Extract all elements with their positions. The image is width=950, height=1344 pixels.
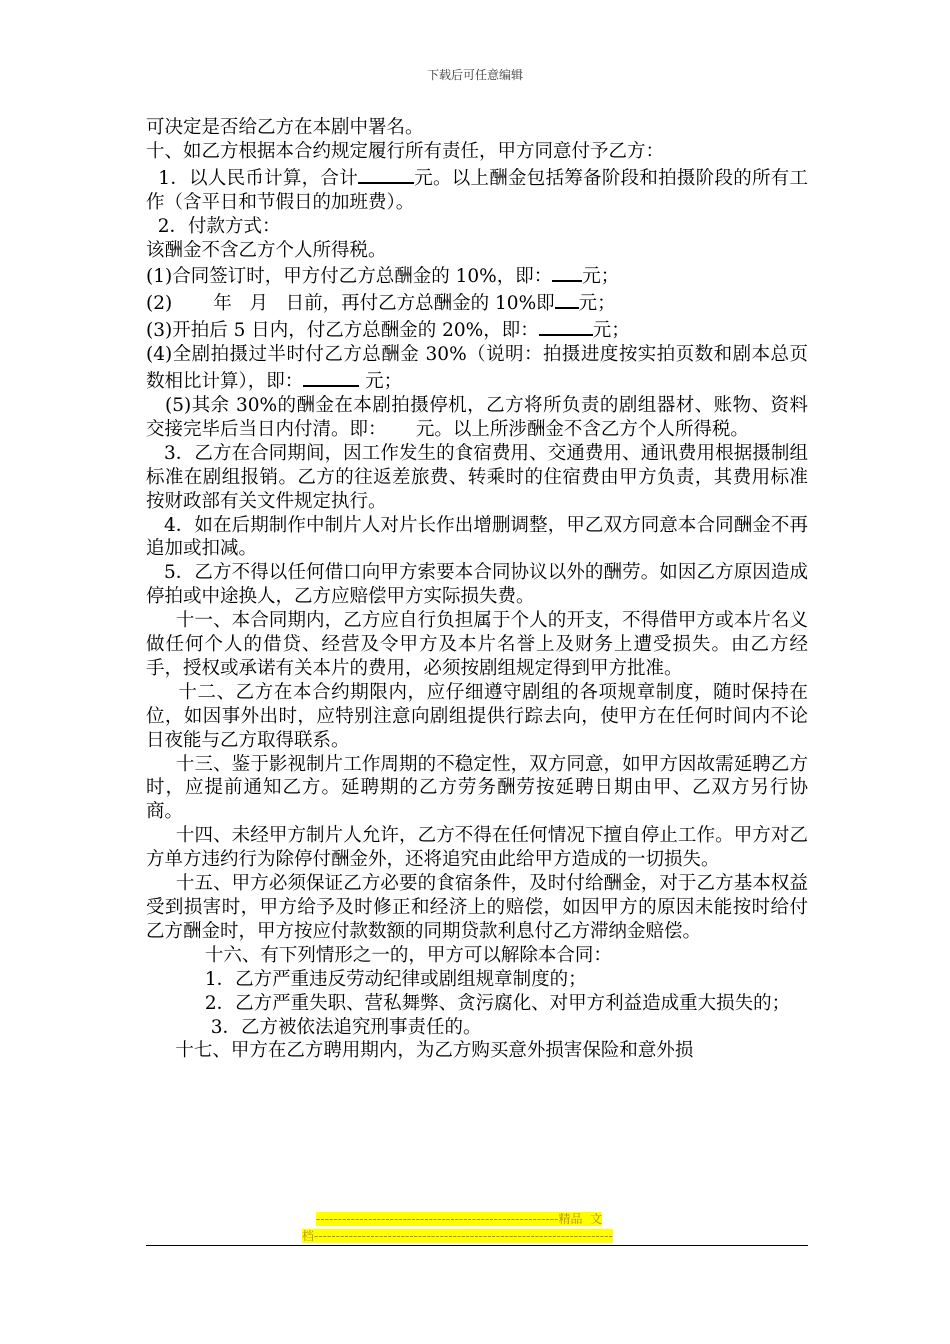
- clause-16-item-1: 1．乙方严重违反劳动纪律或剧组规章制度的；: [146, 968, 587, 990]
- text-span: (1)合同签订时，甲方付乙方总酬金的 10%，即：: [146, 266, 553, 288]
- page-header: 下载后可任意编辑: [426, 68, 523, 82]
- clause-10-item-5: 5．乙方不得以任何借口向甲方索要本合同协议以外的酬劳。如因乙方原因造成停拍或中途换人，乙方应赔偿甲方实际损失费。: [146, 562, 808, 608]
- clause-10-item-2: 2．付款方式：: [146, 215, 281, 237]
- paragraph: 该酬金不含乙方个人所得税。: [146, 239, 387, 261]
- text-span: 元；: [592, 320, 630, 342]
- text-span: (3)开拍后 5 日内，付乙方总酬金的 20%，即：: [146, 320, 539, 342]
- payment-1: [146, 262, 808, 289]
- payment-4: [146, 343, 808, 394]
- text-span: 元；: [359, 371, 403, 393]
- payment-5: (5)其余 30%的酬金在本剧拍摄停机，乙方将所负责的剧组器材、账物、资料交接完毕后当日内付清。即： 元。以上所涉酬金不含乙方个人所得税。: [146, 394, 808, 440]
- clause-10-item-4: 4．如在后期制作中制片人对片长作出增删调整，甲乙双方同意本合同酬金不再追加或扣减。: [146, 514, 808, 560]
- clause-15: 十五、甲方必须保证乙方必要的食宿条件，及时付给酬金，对于乙方基本权益受到损害时，甲方给予及时修正和经济上的赔偿，如因甲方的原因未能按时给付乙方酬金时，甲方按应付款数额的同期贷款利息付乙方滞纳金赔偿。: [146, 873, 808, 942]
- payment-3: [146, 316, 808, 343]
- clause-13: 十三、鉴于影视制片工作周期的不稳定性，双方同意，如甲方因故需延聘乙方时，应提前通知乙方。延聘期的乙方劳务酬劳按延聘日期由甲、乙双方另行协商。: [146, 753, 808, 823]
- document-body: [146, 116, 808, 1063]
- text-span: 元；: [582, 266, 620, 288]
- clause-16-item-2: 2．乙方严重失职、营私舞弊、贪污腐化、对甲方利益造成重大损失的；: [146, 992, 791, 1014]
- clause-12: 十二、乙方在本合约期限内，应仔细遵守剧组的各项规章制度，随时保持在位，如因事外出时，应特别注意向剧组提供行踪去向，使甲方在任何时间内不论日夜能与乙方取得联系。: [146, 681, 808, 751]
- blank-field: [552, 262, 582, 282]
- text-span: 1．以人民币计算，合计: [146, 167, 358, 189]
- clause-16: 十六、有下列情形之一的，甲方可以解除本合同：: [146, 944, 612, 966]
- clause-16-item-3: 3．乙方被依法追究刑事责任的。: [146, 1016, 482, 1038]
- blank-field: [555, 289, 579, 309]
- footer-divider: [146, 1245, 808, 1246]
- clause-10-item-1: [146, 164, 808, 215]
- clause-14: 十四、未经甲方制片人允许，乙方不得在任何情况下擅自停止工作。甲方对乙方单方违约行为除停付酬金外，还将追究由此给甲方造成的一切损失。: [146, 825, 808, 871]
- footer-line-2: 档---------------------------------------------------------------------: [302, 1229, 613, 1243]
- clause-11: 十一、本合同期内，乙方应自行负担属于个人的开支，不得借甲方或本片名义做任何个人的借贷、经营及令甲方及本片名誉上及财务上遭受损失。由乙方经手，授权或承诺有关本片的费用，必须按剧组规定得到甲方批准。: [146, 610, 808, 679]
- clause-10: 十、如乙方根据本合约规定履行所有责任，甲方同意付予乙方：: [146, 140, 665, 162]
- text-span: 元。以上酬金包括筹备阶段和拍摄阶段的所有工作（含平日和节假日的加班费）。: [146, 167, 808, 213]
- text-span: (2) 年 月 日前，再付乙方总酬金的 10%即: [146, 293, 555, 315]
- text-span: 元；: [578, 293, 616, 315]
- clause-10-item-3: 3．乙方在合同期间，因工作发生的食宿费用、交通费用、通讯费用根据摄制组标准在剧组报销。乙方的往返差旅费、转乘时的住宿费由甲方负责，其费用标准按财政部有关文件规定执行。: [146, 442, 808, 512]
- blank-field: [358, 164, 414, 184]
- blank-field: [539, 316, 593, 336]
- blank-field: [303, 367, 359, 387]
- payment-2: [146, 289, 808, 316]
- text-span: (4)全剧拍摄过半时付乙方总酬金 30%（说明：拍摄进度按实拍页数和剧本总页数相比计算），即：: [146, 344, 808, 393]
- clause-17: 十七、甲方在乙方聘用期内，为乙方购买意外损害保险和意外损: [146, 1040, 694, 1062]
- paragraph: 可决定是否给乙方在本剧中署名。: [146, 117, 424, 138]
- footer-line-1: --------------------------------------------------------精品 文: [316, 1212, 603, 1226]
